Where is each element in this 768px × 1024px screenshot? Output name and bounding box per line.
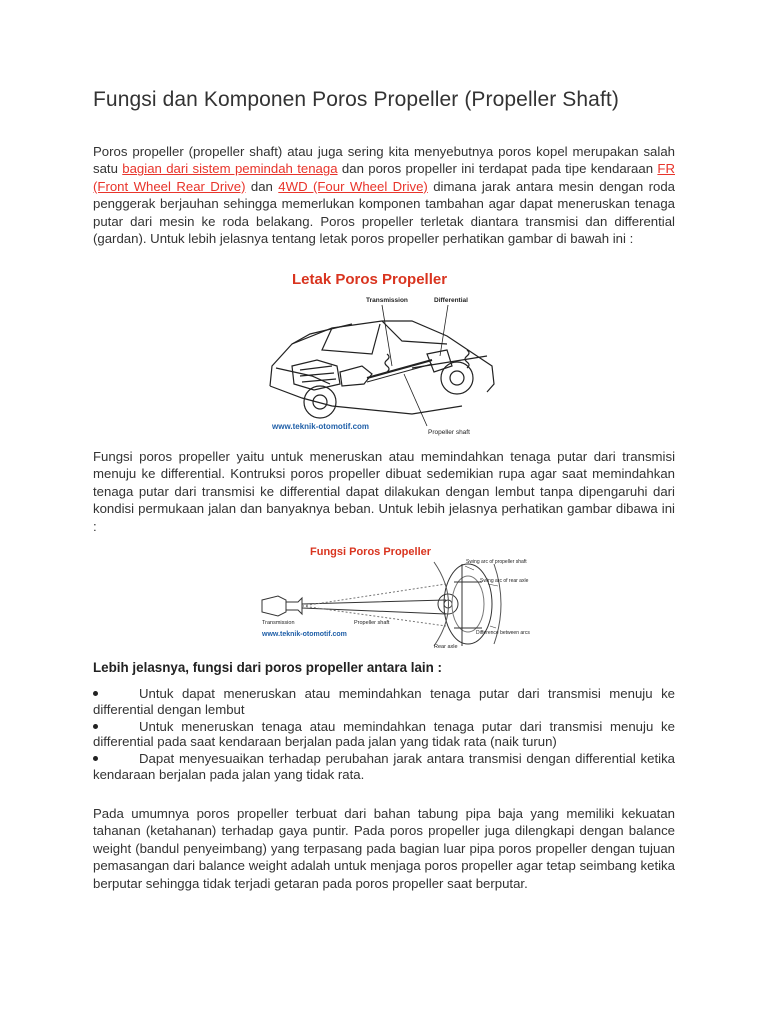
functions-subheading: Lebih jelasnya, fungsi dari poros propeller antara lain : bbox=[93, 660, 442, 675]
link-fr-drive[interactable]: FR (Front Wheel Rear Drive) bbox=[93, 161, 675, 194]
para1-text-2: dan poros propeller ini terdapat pada tipe kendaraan bbox=[337, 161, 658, 177]
list-item-text: Untuk dapat meneruskan atau memindahkan tenaga putar dari transmisi menuju ke differential dengan lembut bbox=[93, 686, 675, 717]
bullet-icon bbox=[93, 691, 98, 696]
figure1-label-differential: Differential bbox=[434, 297, 468, 304]
list-item-text: Dapat menyesuaikan terhadap perubahan jarak antara transmisi dengan differential ketika kendaraan berjalan pada jalan yang tidak rata. bbox=[93, 751, 675, 782]
function-paragraph: Fungsi poros propeller yaitu untuk meneruskan atau memindahkan tenaga putar dari transmisi menuju ke differential. Kontruksi poros propeller dibuat sedemikian rupa agar saat memindahkan tenaga putar dari transmisi ke differential dapat dilakukan dengan lembut tanpa dipengaruhi dari kondisi permukaan jalan dan banyaknya beban. Untuk lebih jelasnya perhatikan gambar dibawa ini : bbox=[93, 449, 675, 534]
intro-paragraph bbox=[93, 143, 675, 247]
figure2-label-rear-axle: Rear axle bbox=[434, 644, 458, 650]
car-outline-illustration bbox=[270, 321, 494, 418]
list-item bbox=[93, 751, 675, 783]
bullet-icon bbox=[93, 756, 98, 761]
page-title: Fungsi dan Komponen Poros Propeller (Propeller Shaft) bbox=[93, 88, 619, 111]
propeller-function-figure bbox=[258, 542, 530, 652]
para1-text-1: Poros propeller (propeller shaft) atau juga sering kita menyebutnya poros kopel merupakan salah satu bbox=[93, 144, 675, 177]
list-item bbox=[93, 719, 675, 751]
link-pemindah-tenaga[interactable]: bagian dari sistem pemindah tenaga bbox=[122, 161, 338, 177]
para1-text-4: dimana jarak antara mesin dengan roda penggerak berjauhan sehingga memerlukan komponen tambahan agar dapat meneruskan tenaga putar dari mesin ke roda belakang. Poros propeller terletak diantara transmisi dan differential (gardan). Untuk lebih jelasnya tentang letak poros propeller perhatikan gambar di bawah ini : bbox=[93, 178, 675, 247]
list-item bbox=[93, 686, 675, 718]
figure2-title: Fungsi Poros Propeller bbox=[310, 546, 432, 558]
figure1-title: Letak Poros Propeller bbox=[292, 271, 448, 288]
figure2-label-propeller-shaft: Propeller shaft bbox=[354, 620, 390, 626]
para1-text-3: dan bbox=[245, 178, 279, 194]
figure1-watermark: www.teknik-otomotif.com bbox=[272, 422, 370, 431]
figure2-label-difference: Difference between arcs bbox=[476, 630, 530, 636]
figure2-label-transmission: Transmission bbox=[262, 620, 295, 626]
propeller-location-figure bbox=[262, 266, 500, 438]
figure2-watermark: www.teknik-otomotif.com bbox=[262, 631, 347, 638]
figure1-label-propeller-shaft: Propeller shaft bbox=[428, 429, 470, 436]
link-4wd-drive[interactable]: 4WD (Four Wheel Drive) bbox=[278, 178, 428, 194]
figure1-label-transmission: Transmission bbox=[366, 297, 408, 304]
figure2-label-swing-shaft: Swing arc of propeller shaft bbox=[466, 559, 527, 565]
figure2-label-swing-axle: Swing arc of rear axle bbox=[480, 578, 529, 584]
bullet-icon bbox=[93, 724, 98, 729]
material-paragraph: Pada umumnya poros propeller terbuat dari bahan tabung pipa baja yang memiliki kekuatan tahanan (ketahanan) terhadap gaya puntir. Pada poros propeller juga dilengkapi dengan balance weight (bandul penyeimbang) yang terpasang pada bagian luar pipa poros propeller dengan tujuan pemasangan dari balance weight adalah untuk menjaga poros propeller agar tetap seimbang ketika berputar sehingga tidak terjadi getaran pada poros propeller saat berputar. bbox=[93, 806, 675, 891]
functions-list bbox=[93, 686, 675, 784]
list-item-text: Untuk meneruskan tenaga atau memindahkan tenaga putar dari transmisi menuju ke differential pada saat kendaraan berjalan pada jalan yang tidak rata (naik turun) bbox=[93, 718, 675, 750]
